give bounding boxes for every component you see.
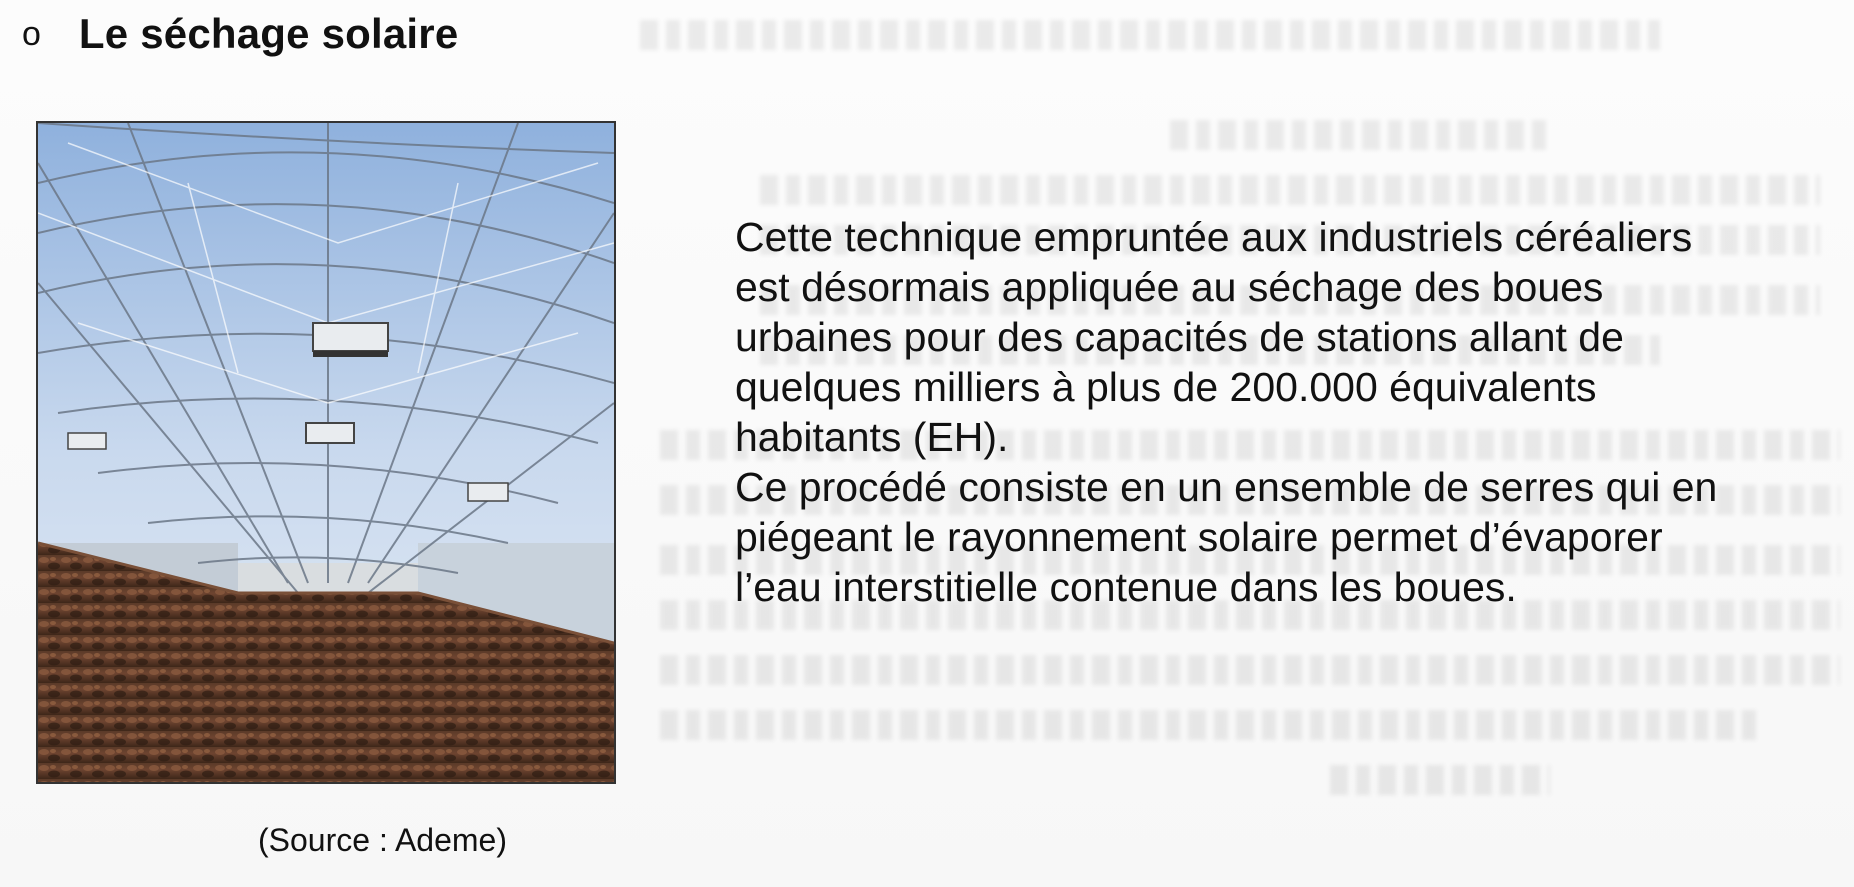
text-line: est désormais appliquée au séchage des boues — [735, 264, 1604, 310]
paragraph-2 — [735, 462, 1835, 612]
text-line: Ce procédé consiste en un ensemble de serres qui en — [735, 464, 1718, 510]
section-heading — [22, 10, 458, 58]
body-text — [735, 212, 1835, 612]
bullet-marker: o — [22, 15, 41, 53]
text-line: Cette technique empruntée aux industriels céréaliers — [735, 214, 1693, 260]
text-line: habitants (EH). — [735, 414, 1009, 460]
text-line: urbaines pour des capacités de stations allant de — [735, 314, 1624, 360]
text-line: piégeant le rayonnement solaire permet d’évaporer — [735, 514, 1663, 560]
greenhouse-photo — [36, 121, 616, 784]
text-line: l’eau interstitielle contenue dans les boues. — [735, 564, 1517, 610]
figure-caption: (Source : Ademe) — [258, 822, 507, 858]
greenhouse-illustration — [38, 123, 614, 782]
paragraph-1 — [735, 212, 1835, 462]
section-title: Le séchage solaire — [78, 10, 459, 57]
text-line: quelques milliers à plus de 200.000 équivalents — [735, 364, 1597, 410]
